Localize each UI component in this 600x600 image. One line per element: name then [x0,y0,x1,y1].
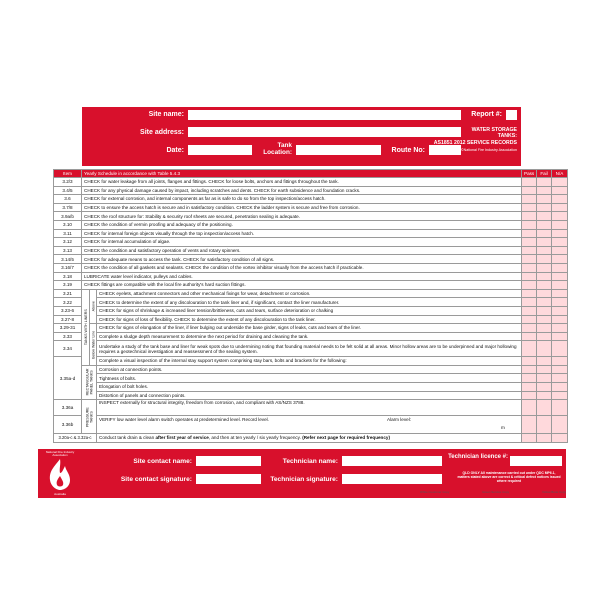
task-text: CHECK for water leakage from all joints, flanges and fittings. CHECK for loose bolts, anchors and fittings throughout the tank. [82,178,522,187]
fail-checkbox[interactable] [537,178,552,187]
drain-clean-text-a: Conduct tank drain & clean [99,435,156,441]
item-code: 3.6 [54,195,82,204]
drain-clean-text-d: (Refer next page for required frequency) [302,435,390,441]
drain-clean-text-c: , and then at ten yearly / six yearly frequency. [208,435,303,441]
site-contact-signature-field[interactable] [196,474,261,484]
tank-location-label: Tank Location: [263,142,292,156]
route-no-label: Route No: [391,147,425,154]
copy-green: Green Service Copy [482,490,510,494]
fail-checkbox[interactable] [537,281,552,290]
na-checkbox[interactable] [552,186,568,195]
na-checkbox[interactable] [552,365,568,374]
table-row [54,434,568,443]
pass-checkbox[interactable] [522,246,537,255]
fail-checkbox[interactable] [537,391,552,400]
table-header-row [54,170,568,178]
table-row [54,255,568,264]
item-code: 3.27-8 [54,315,82,324]
pass-checkbox[interactable] [522,186,537,195]
task-text: CHECK fittings are compatible with the local fire authority's hard suction fittings. [82,281,522,290]
fail-checkbox[interactable] [537,315,552,324]
col-schedule: Yearly Schedule in accordance with Table 5.4.3 [82,170,522,178]
fail-checkbox[interactable] [537,272,552,281]
task-text: CHECK for any physical damage caused by impact, including scratches and dents. CHECK for earth subsidence and foundation cracks. [82,186,522,195]
title-line-2: TANKS: [497,133,517,140]
group-label-tanks-with-liners: TANKS WITH LINERS [82,289,90,365]
na-checkbox[interactable] [552,178,568,187]
drain-clean-text-b: after first year of service [155,435,209,441]
item-code: 3.7/8 [54,203,82,212]
task-text: CHECK the roof structure for: Stability & security roof sheets are secured, penetration sealing is adequate. [82,212,522,221]
technician-name-label: Technician name: [282,458,338,465]
col-item: Item [54,170,82,178]
technician-licence-label: Technician licence #: [448,454,508,460]
table-row [54,195,568,204]
pass-checkbox[interactable] [522,357,537,366]
subgroup-label-above: Above [90,289,97,323]
fail-checkbox[interactable] [537,416,552,434]
table-row [54,246,568,255]
na-checkbox[interactable] [552,341,568,357]
task-text: Corrosion at connection points. [97,365,522,374]
pass-checkbox[interactable] [522,341,537,357]
task-cell [97,416,522,434]
fail-checkbox[interactable] [537,263,552,272]
task-text: CHECK for internal accumulation of algae. [82,238,522,247]
table-row [54,416,568,434]
fail-checkbox[interactable] [537,332,552,341]
table-row [54,374,568,383]
pass-checkbox[interactable] [522,315,537,324]
task-text: CHECK for adequate means to access the tank. CHECK for satisfactory condition of all signs. [82,255,522,264]
pass-checkbox[interactable] [522,255,537,264]
pass-checkbox[interactable] [522,281,537,290]
copy-yellow: Yellow Book Copy [541,490,566,494]
association-credit: ©National Fire Industry Association [461,148,517,153]
task-text: CHECK for signs of loss of flexibility. CHECK to determine the extent of any discolouration to the tank liner. [97,315,522,324]
technician-signature-label: Technician signature: [270,476,338,483]
na-checkbox[interactable] [552,391,568,400]
item-code: 3.13 [54,246,82,255]
copy-white: White Customer Copy [420,490,450,494]
na-checkbox[interactable] [552,416,568,434]
table-row [54,238,568,247]
na-checkbox[interactable] [552,203,568,212]
item-code: 3.23-6 [54,306,82,315]
pass-checkbox[interactable] [522,391,537,400]
task-text: CHECK the condition of all gaskets and sealants. CHECK the condition of the vortex inhibitor visually from the access hatch if practicable. [82,263,522,272]
col-na: N/A [552,170,568,178]
table-row [54,186,568,195]
fail-checkbox[interactable] [537,195,552,204]
pass-checkbox[interactable] [522,229,537,238]
table-row [54,391,568,400]
table-row [54,365,568,374]
table-row [54,357,568,366]
fail-checkbox[interactable] [537,374,552,383]
item-code: 3.19 [54,281,82,290]
table-row [54,263,568,272]
pass-checkbox[interactable] [522,238,537,247]
pass-checkbox[interactable] [522,272,537,281]
subgroup-label-below-water-line: Below Water Line [90,324,97,366]
task-text: Tightness of bolts. [97,374,522,383]
pass-checkbox[interactable] [522,220,537,229]
table-row [54,178,568,187]
task-text: CHECK the condition and satisfactory operation of vents and rotary spinners. [82,246,522,255]
item-code: 3.4/5 [54,186,82,195]
na-checkbox[interactable] [552,263,568,272]
group-label-rectangular-panel-tanks: RECTANGULAR PANEL TANKS [82,365,97,399]
alarm-level-unit: m [501,425,505,431]
title-line-1: WATER STORAGE [471,127,517,133]
task-text: Elongation of bolt holes. [97,383,522,392]
item-code: 3.33 [54,332,82,341]
col-pass: Pass [522,170,537,178]
na-checkbox[interactable] [552,383,568,392]
task-text [97,434,522,443]
table-row [54,400,568,416]
pass-checkbox[interactable] [522,324,537,333]
alarm-level-field[interactable] [425,422,499,427]
group-label-pressure-tanks: PRESSURE TANKS [82,400,97,434]
na-checkbox[interactable] [552,220,568,229]
item-code: 3.2/3 [54,178,82,187]
na-checkbox[interactable] [552,357,568,366]
table-row [54,306,568,315]
item-code: 3.16/7 [54,263,82,272]
na-checkbox[interactable] [552,246,568,255]
table-row [54,298,568,307]
na-checkbox[interactable] [552,255,568,264]
task-text: CHECK to determine the extent of any discolouration to the tank liner and, if significant, contact the liner manufacturer. [97,298,522,307]
site-contact-signature-label: Site contact signature: [120,476,192,483]
fail-checkbox[interactable] [537,306,552,315]
alarm-level-label: Alarm level: [387,417,411,423]
pass-checkbox[interactable] [522,434,537,443]
fail-checkbox[interactable] [537,229,552,238]
fail-checkbox[interactable] [537,203,552,212]
site-name-label: Site name: [148,111,184,118]
na-checkbox[interactable] [552,374,568,383]
item-code: 3.12 [54,238,82,247]
na-checkbox[interactable] [552,306,568,315]
item-code: 3.14/5 [54,255,82,264]
logo-country: Australia [54,492,66,496]
table-row [54,332,568,341]
task-text: CHECK for internal foreign objects visually through the top inspection/access hatch. [82,229,522,238]
pass-checkbox[interactable] [522,306,537,315]
date-field[interactable] [188,145,252,155]
item-code: 3.21 [54,289,82,298]
site-name-field[interactable] [188,110,461,120]
table-row [54,383,568,392]
fail-checkbox[interactable] [537,357,552,366]
pass-checkbox[interactable] [522,195,537,204]
table-row [54,315,568,324]
table-row [54,281,568,290]
pass-checkbox[interactable] [522,332,537,341]
task-text: CHECK for external corrosion, and internal components as far as is safe to do so from the top inspection/access hatch. [82,195,522,204]
na-checkbox[interactable] [552,212,568,221]
task-text: Complete a visual inspection of the internal stay support system comprising stay bars, bolts and brackets for the following: [97,357,522,366]
fail-checkbox[interactable] [537,383,552,392]
na-checkbox[interactable] [552,281,568,290]
na-checkbox[interactable] [552,298,568,307]
table-row [54,272,568,281]
table-row [54,203,568,212]
site-contact-name-label: Site contact name: [133,458,192,465]
technician-licence-field[interactable] [510,456,562,466]
item-code: 3.22 [54,298,82,307]
pass-checkbox[interactable] [522,400,537,416]
na-checkbox[interactable] [552,324,568,333]
na-checkbox[interactable] [552,434,568,443]
na-checkbox[interactable] [552,400,568,416]
fail-checkbox[interactable] [537,238,552,247]
task-text: CHECK for signs of shrinkage & increased liner tension/brittleness, cuts and tears, surface deterioration or chalking [97,306,522,315]
fail-checkbox[interactable] [537,255,552,264]
item-code: 3.18 [54,272,82,281]
task-text: CHECK eyelets, attachment connectors and other mechanical fixings for wear, detachment or corrosion. [97,289,522,298]
item-code: 3.29-31 [54,324,82,333]
title-line-3: AS1851 2012 SERVICE RECORDS [433,139,517,146]
task-text: Undertake a study of the tank base and liner for weak spots due to undermining noting that founding material needs to be felt solid at all areas. Minor hollow areas are to be underpinned and major hollowing requires a geotechnical investigation and reassessment of the sealing system. [97,341,522,357]
pass-checkbox[interactable] [522,212,537,221]
copy-distribution [420,490,566,494]
table-row [54,324,568,333]
task-text: LUBRICATE water level indicator, pulleys and cables. [82,272,522,281]
date-label: Date: [166,147,184,154]
item-code: 3.11 [54,229,82,238]
pass-checkbox[interactable] [522,289,537,298]
task-text: Complete a sludge depth measurement to determine the next period for draining and cleaning the tank. [97,332,522,341]
col-fail: Fail [537,170,552,178]
pass-checkbox[interactable] [522,374,537,383]
item-code: 3.36b [54,416,82,434]
fail-checkbox[interactable] [537,212,552,221]
task-text: Distortion of panels and connection points. [97,391,522,400]
item-code: 3.10 [54,220,82,229]
fail-checkbox[interactable] [537,434,552,443]
pass-checkbox[interactable] [522,178,537,187]
fail-checkbox[interactable] [537,186,552,195]
na-checkbox[interactable] [552,229,568,238]
na-checkbox[interactable] [552,289,568,298]
na-checkbox[interactable] [552,272,568,281]
pass-checkbox[interactable] [522,203,537,212]
item-code: 3.34 [54,341,82,357]
item-code: 3.36a [54,400,82,416]
table-row [54,220,568,229]
report-field[interactable] [506,110,517,120]
fail-checkbox[interactable] [537,365,552,374]
fail-checkbox[interactable] [537,246,552,255]
task-text: CHECK for signs of elongation of the liner, if liner bulging out underside the base girder, signs of leaks, cuts and tears of the liner. [97,324,522,333]
na-checkbox[interactable] [552,315,568,324]
pass-checkbox[interactable] [522,263,537,272]
fail-checkbox[interactable] [537,298,552,307]
pass-checkbox[interactable] [522,416,537,434]
na-checkbox[interactable] [552,238,568,247]
item-code: 3.9a/b [54,212,82,221]
na-checkbox[interactable] [552,332,568,341]
technician-signature-field[interactable] [342,474,442,484]
fail-checkbox[interactable] [537,341,552,357]
item-code: 3.20a-c & 3.32a-c [54,434,97,443]
form-title [414,127,517,154]
na-checkbox[interactable] [552,195,568,204]
site-contact-name-field[interactable] [196,456,261,466]
table-row [54,341,568,357]
fail-checkbox[interactable] [537,324,552,333]
fail-checkbox[interactable] [537,220,552,229]
task-text: INSPECT externally for structural integrity, freedom from corrosion, and compliant with AS/NZS 3788. [97,400,522,416]
task-text: VERIFY low water level alarm switch operates at predetermined level. Record level. [99,417,269,423]
item-code: 3.35a-d [54,357,82,400]
table-row [54,212,568,221]
pass-checkbox[interactable] [522,383,537,392]
logo-text: National Fire Industry Association [45,450,75,458]
inspection-table [53,169,567,443]
technician-name-field[interactable] [342,456,442,466]
task-text: CHECK the condition of vermin proofing and adequacy of the positioning. [82,220,522,229]
qld-disclaimer: QLD ONLY All maintenance carried out under QDC MP6.1, matters stated above are correct & critical defect notices issued where required [457,471,561,483]
task-text: CHECK to ensure the access hatch is secure and in satisfactory condition. CHECK the ladder system is secure and free from corrosion. [82,203,522,212]
fail-checkbox[interactable] [537,289,552,298]
table-row [54,229,568,238]
fail-checkbox[interactable] [537,400,552,416]
table-row [54,289,568,298]
pass-checkbox[interactable] [522,365,537,374]
tank-location-field[interactable] [296,145,381,155]
pass-checkbox[interactable] [522,298,537,307]
site-address-label: Site address: [140,129,184,136]
report-label: Report #: [471,111,502,118]
